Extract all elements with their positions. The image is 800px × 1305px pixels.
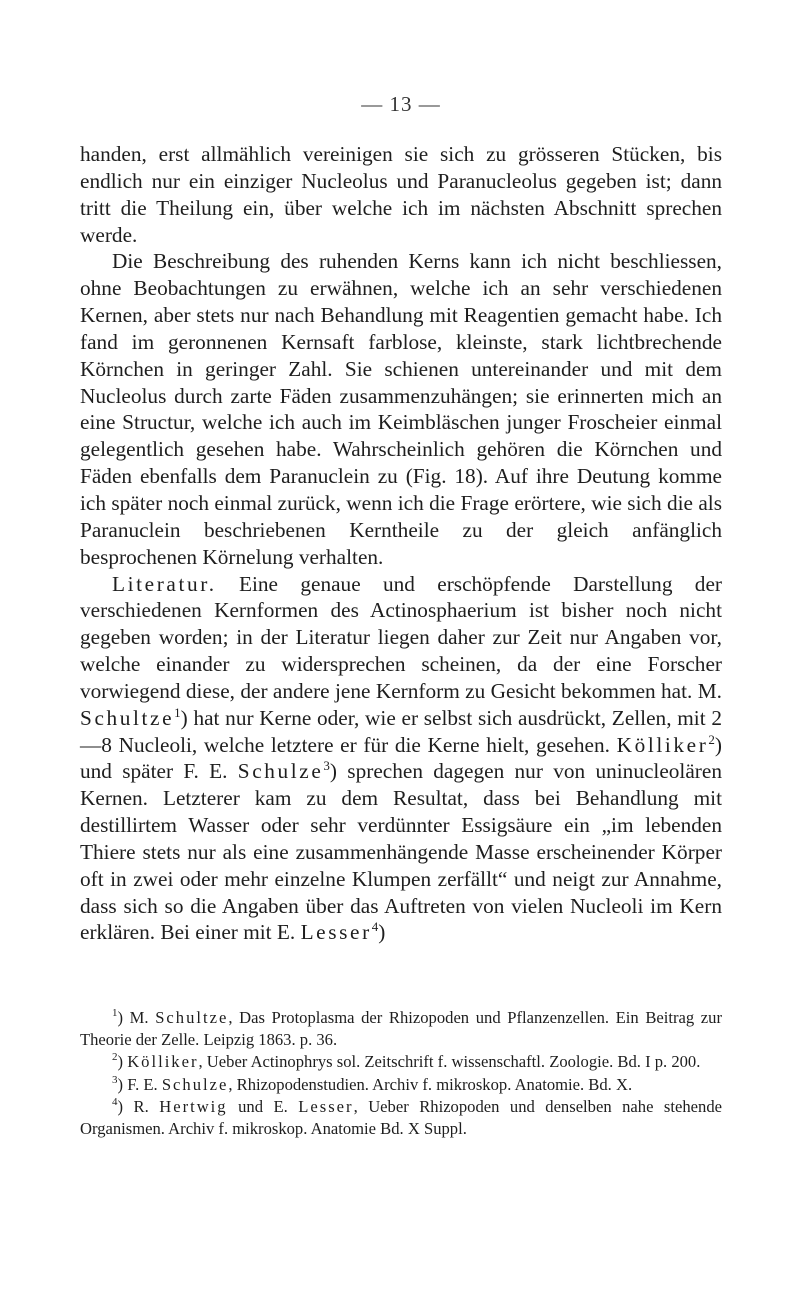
footnote-2: $^2$) Kölliker, Ueber Actinophrys sol. Zeitschrift f. wissenschaftl. Zoologie. Bd. I p. 200. xyxy=(112,1051,701,1072)
paragraph-literatur: Literatur. Eine genaue und erschöpfende Darstellung der verschiedenen Kernformen des Actinosphaerium ist bisher noch nicht gegeben worden; in der Literatur liegen daher zur Zeit nur Angaben vor, welche einander zu widersprechen scheinen, da der eine Forscher vorwiegend diese, der andere jene Kernform zu Gesicht bekommen hat. M. Schultze$^1$) hat nur Kerne oder, wie er selbst sich ausdrückt, Zellen, mit 2—8 Nucleoli, welche letztere er für die Kerne hielt, gesehen. Kölliker$^2$) und später F. E. Schulze$^3$) sprechen dagegen nur von uninucleolären Kernen. Letzterer kam zu dem Resultat, dass bei Behandlung mit destillirtem Wasser oder sehr verdünnter Essigsäure ein „im lebenden Thiere stets nur als eine zusammenhängende Masse erscheinender Körper oft in zwei oder mehr einzelne Klumpen zerfällt“ und neigt zur Annahme, dass sich so die Angaben über das Auftreten von vielen Nucleoli im Kern erklären. Bei einer mit E. Lesser$^4$) xyxy=(80,571,722,945)
document-page xyxy=(80,0,722,1305)
footnote-1: $^1$) M. Schultze, Das Protoplasma der Rhizopoden und Pflanzenzellen. Ein Beitrag zur Theorie der Zelle. Leipzig 1863. p. 36. xyxy=(80,1007,722,1050)
literatur-text-3: und später F. E. xyxy=(80,759,238,784)
footnote-ref-4: 4 xyxy=(371,919,379,935)
literatur-text-2: hat nur Kerne oder, wie er selbst sich ausdrückt, Zellen, mit 2—8 Nucleoli, welche letztere er für die Kerne hielt, gesehen. xyxy=(80,705,722,757)
footnote-mark: 1 xyxy=(112,1007,118,1019)
body-text xyxy=(80,141,722,946)
literatur-text-4: sprechen dagegen nur von uninucleolären Kernen. Letzterer kam zu dem Resultat, dass bei Behandlung mit destillirtem Wasser oder sehr verdünnter Essigsäure ein „im lebenden Thiere stets nur als eine zusammenhängende Masse erscheinender Körper oft in zwei oder mehr einzelne Klumpen zerfällt“ und neigt zur Annahme, dass sich so die Angaben über das Auftreten von vielen Nucleoli im Kern erklären. Bei einer mit E. xyxy=(80,759,722,945)
footnote-text: , Das Protoplasma der Rhizopoden und Pflanzenzellen. Ein Beitrag zur Theorie der Zelle. Leipzig 1863. p. 36. xyxy=(80,1008,722,1050)
page-number: — 13 — xyxy=(361,92,441,116)
footnote-text: , Rhizopodenstudien. Archiv f. mikroskop. Anatomie. Bd. X. xyxy=(228,1074,633,1094)
footnote-author: Hertwig xyxy=(159,1096,228,1116)
paragraph-beschreibung: Die Beschreibung des ruhenden Kerns kann ich nicht beschliessen, ohne Beobachtungen zu erwähnen, welche ich an sehr verschiedenen Kernen, aber stets nur nach Behandlung mit Reagentien gemacht habe. Ich fand im geronnenen Kernsaft farblose, kleinste, stark lichtbrechende Körnchen in geringer Zahl. Sie schienen untereinander und mit dem Nucleolus durch zarte Fäden zusammenzuhängen; sie erinnerten mich an eine Structur, welche ich auch im Keimbläschen junger Froscheier einmal gelegentlich gesehen habe. Wahrscheinlich gehören die Körnchen und Fäden ebenfalls dem Paranuclein zu (Fig. 18). Auf ihre Deutung komme ich später noch einmal zurück, wenn ich die Frage erörtere, wie sich die als Paranuclein beschriebenen Kerntheile zu der gleich anfänglich besprochenen Körnelung verhalten. xyxy=(80,249,722,569)
footnotes xyxy=(80,1007,722,1140)
footnote-mid: und E. xyxy=(227,1096,299,1116)
footnote-ref-1: 1 xyxy=(174,704,181,720)
footnote-4: $^4$) R. Hertwig und E. Lesser, Ueber Rhizopoden und denselben nahe stehende Organismen. Archiv f. mikroskop. Anatomie Bd. X Suppl. xyxy=(80,1095,722,1139)
footnote-ref-2: 2 xyxy=(708,731,715,747)
paragraph-continuation: handen, erst allmählich vereinigen sie sich zu grösseren Stücken, bis endlich nur ein einziger Nucleolus und Paranucleolus gegeben ist; dann tritt die Theilung ein, über welche ich im nächsten Abschnitt sprechen werde. xyxy=(80,142,722,247)
footnote-mark: 2 xyxy=(112,1051,118,1064)
author-schultze: Schultze xyxy=(80,705,175,730)
footnote-mark: 3 xyxy=(112,1073,118,1086)
footnote-pre: R. xyxy=(133,1096,160,1116)
footnote-author: Schultze xyxy=(155,1008,229,1027)
author-lesser: Lesser xyxy=(300,920,372,945)
footnote-3: $^3$) F. E. Schulze, Rhizopodenstudien. Archiv f. mikroskop. Anatomie. Bd. X. xyxy=(112,1073,633,1094)
author-schulze: Schulze xyxy=(237,759,324,784)
footnote-mark: 4 xyxy=(112,1095,118,1108)
literatur-heading: Literatur. xyxy=(112,571,217,596)
literatur-text-1: Eine genaue und erschöpfende Darstellung der verschiedenen Kernformen des Actinosphaerium ist bisher noch nicht gegeben worden; in der Literatur liegen daher zur Zeit nur Angaben vor, welche einander zu widersprechen scheinen, da der eine Forscher vorwiegend diese, der andere jene Kernform zu Gesicht bekommen hat. M. xyxy=(80,571,722,703)
footnote-author: Kölliker xyxy=(127,1052,199,1072)
footnote-text: , Ueber Rhizopoden und denselben nahe stehende Organismen. Archiv f. mikroskop. Anatomie Bd. X Suppl. xyxy=(80,1096,722,1139)
author-koelliker: Kölliker xyxy=(616,732,709,757)
footnote-pre: M. xyxy=(129,1008,156,1027)
footnote-author: Schulze xyxy=(161,1074,229,1094)
footnote-text: , Ueber Actinophrys sol. Zeitschrift f. wissenschaftl. Zoologie. Bd. I p. 200. xyxy=(198,1052,701,1072)
footnote-ref-3: 3 xyxy=(323,758,330,774)
footnote-author-2: Lesser xyxy=(298,1096,354,1116)
footnote-pre: F. E. xyxy=(127,1074,162,1094)
